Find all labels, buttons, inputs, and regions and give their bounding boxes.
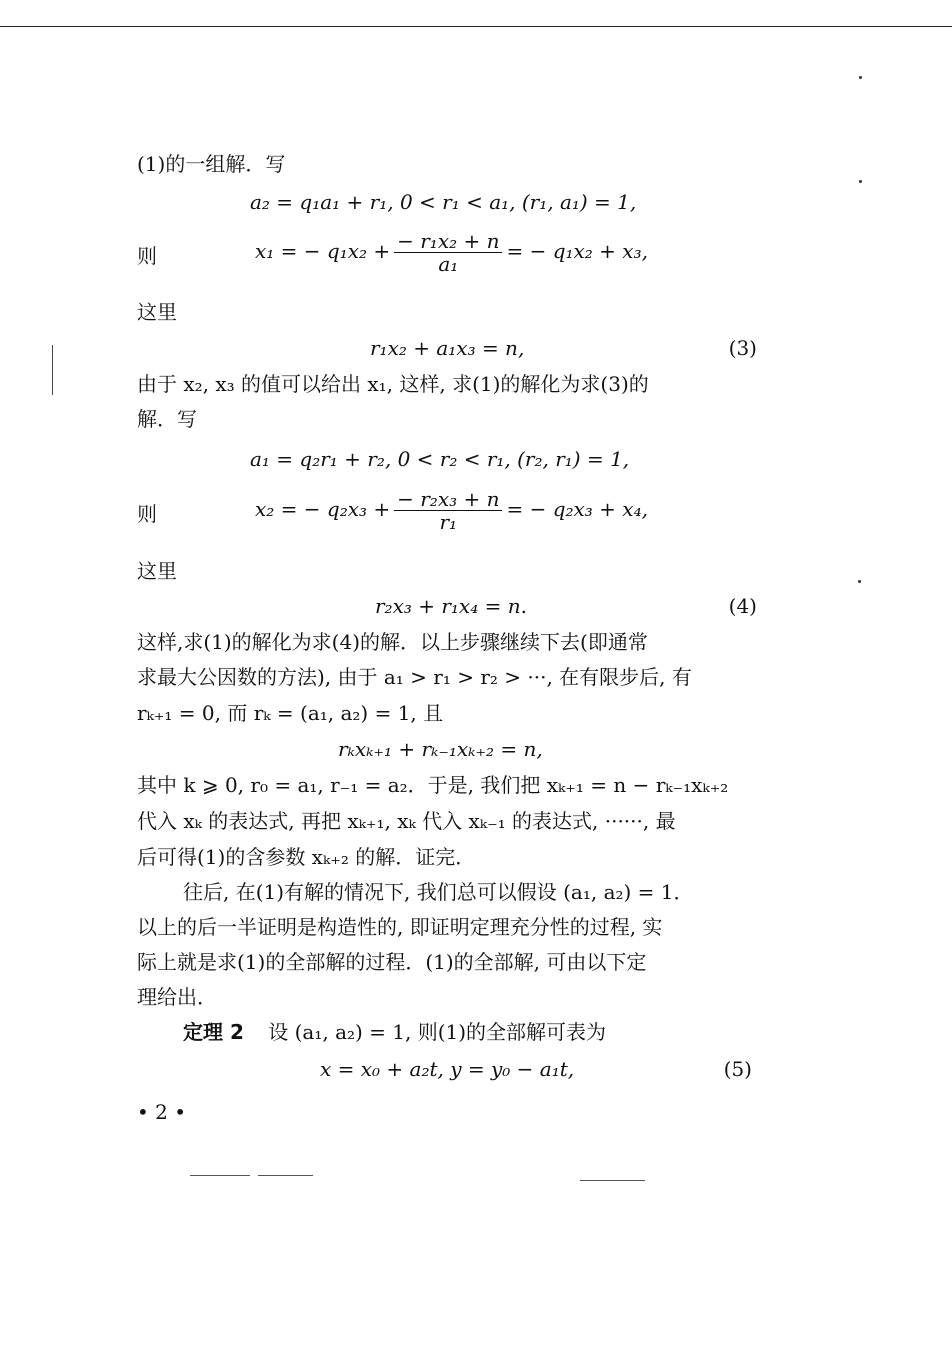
equation-fraction [255,230,648,275]
equation-number: (3) [728,336,757,360]
theorem-text: 设 (a₁, a₂) = 1, 则(1)的全部解可表为 [268,1020,607,1044]
equation: a₂ = q₁a₁ + r₁, 0 < r₁ < a₁, (r₁, a₁) = 1, [250,190,637,214]
text-line: 代入 xₖ 的表达式, 再把 xₖ₊₁, xₖ 代入 xₖ₋₁ 的表达式, ······, 最 [137,809,676,833]
then-label: 则 [137,244,157,268]
equation-number: (5) [723,1057,752,1081]
text-line: 往后, 在(1)有解的情况下, 我们总可以假设 (a₁, a₂) = 1． [183,880,694,904]
fraction [394,488,502,533]
text-line: 解．写 [137,407,197,431]
equation-fraction [255,488,648,533]
text-line: 际上就是求(1)的全部解的过程．(1)的全部解, 可由以下定 [137,950,647,974]
fraction-denominator: a₁ [438,252,459,276]
equation-part: x₁ = − q₁x₂ + [255,239,391,263]
fraction-numerator: − r₂x₃ + n [394,488,502,511]
scan-mark [52,345,53,395]
theorem-line [183,1018,758,1046]
equation: r₂x₃ + r₁x₄ = n. [375,594,527,618]
scan-dash [258,1175,313,1176]
scan-speck [859,76,862,79]
text-line: 理给出． [137,985,217,1009]
equation-part: = − q₂x₃ + x₄, [506,497,648,521]
scan-speck [858,580,861,583]
scan-dash [190,1175,250,1176]
text-line: rₖ₊₁ = 0, 而 rₖ = (a₁, a₂) = 1, 且 [137,701,444,725]
theorem-label: 定理 2 [183,1020,244,1044]
then-label: 则 [137,502,157,526]
top-rule [0,26,952,27]
text-line: (1)的一组解．写 [137,152,286,176]
equation: rₖxₖ₊₁ + rₖ₋₁xₖ₊₂ = n, [338,737,543,761]
scan-dash [580,1180,645,1181]
text-line: 这样,求(1)的解化为求(4)的解．以上步骤继续下去(即通常 [137,630,648,654]
text-line: 这里 [137,300,177,324]
text-line: 这里 [137,559,177,583]
equation: x = x₀ + a₂t, y = y₀ − a₁t, [320,1057,575,1081]
scan-speck [859,180,862,183]
text-line: 其中 k ⩾ 0, r₀ = a₁, r₋₁ = a₂．于是, 我们把 xₖ₊₁ = n − rₖ₋₁xₖ₊₂ [137,773,729,797]
fraction-numerator: − r₁x₂ + n [394,230,502,253]
text-line: 以上的后一半证明是构造性的, 即证明定理充分性的过程, 实 [137,915,663,939]
equation: r₁x₂ + a₁x₃ = n, [370,336,525,360]
text-line: 由于 x₂, x₃ 的值可以给出 x₁, 这样, 求(1)的解化为求(3)的 [137,372,649,396]
page-number: • 2 • [137,1100,187,1124]
fraction [394,230,502,275]
equation-part: x₂ = − q₂x₃ + [255,497,391,521]
equation-number: (4) [728,594,757,618]
fraction-denominator: r₁ [439,510,458,534]
text-line: 求最大公因数的方法), 由于 a₁ > r₁ > r₂ > ···, 在有限步后, 有 [137,665,692,689]
equation-part: = − q₁x₂ + x₃, [506,239,648,263]
text-line: 后可得(1)的含参数 xₖ₊₂ 的解．证完． [137,845,476,869]
equation: a₁ = q₂r₁ + r₂, 0 < r₂ < r₁, (r₂, r₁) = 1, [250,447,630,471]
